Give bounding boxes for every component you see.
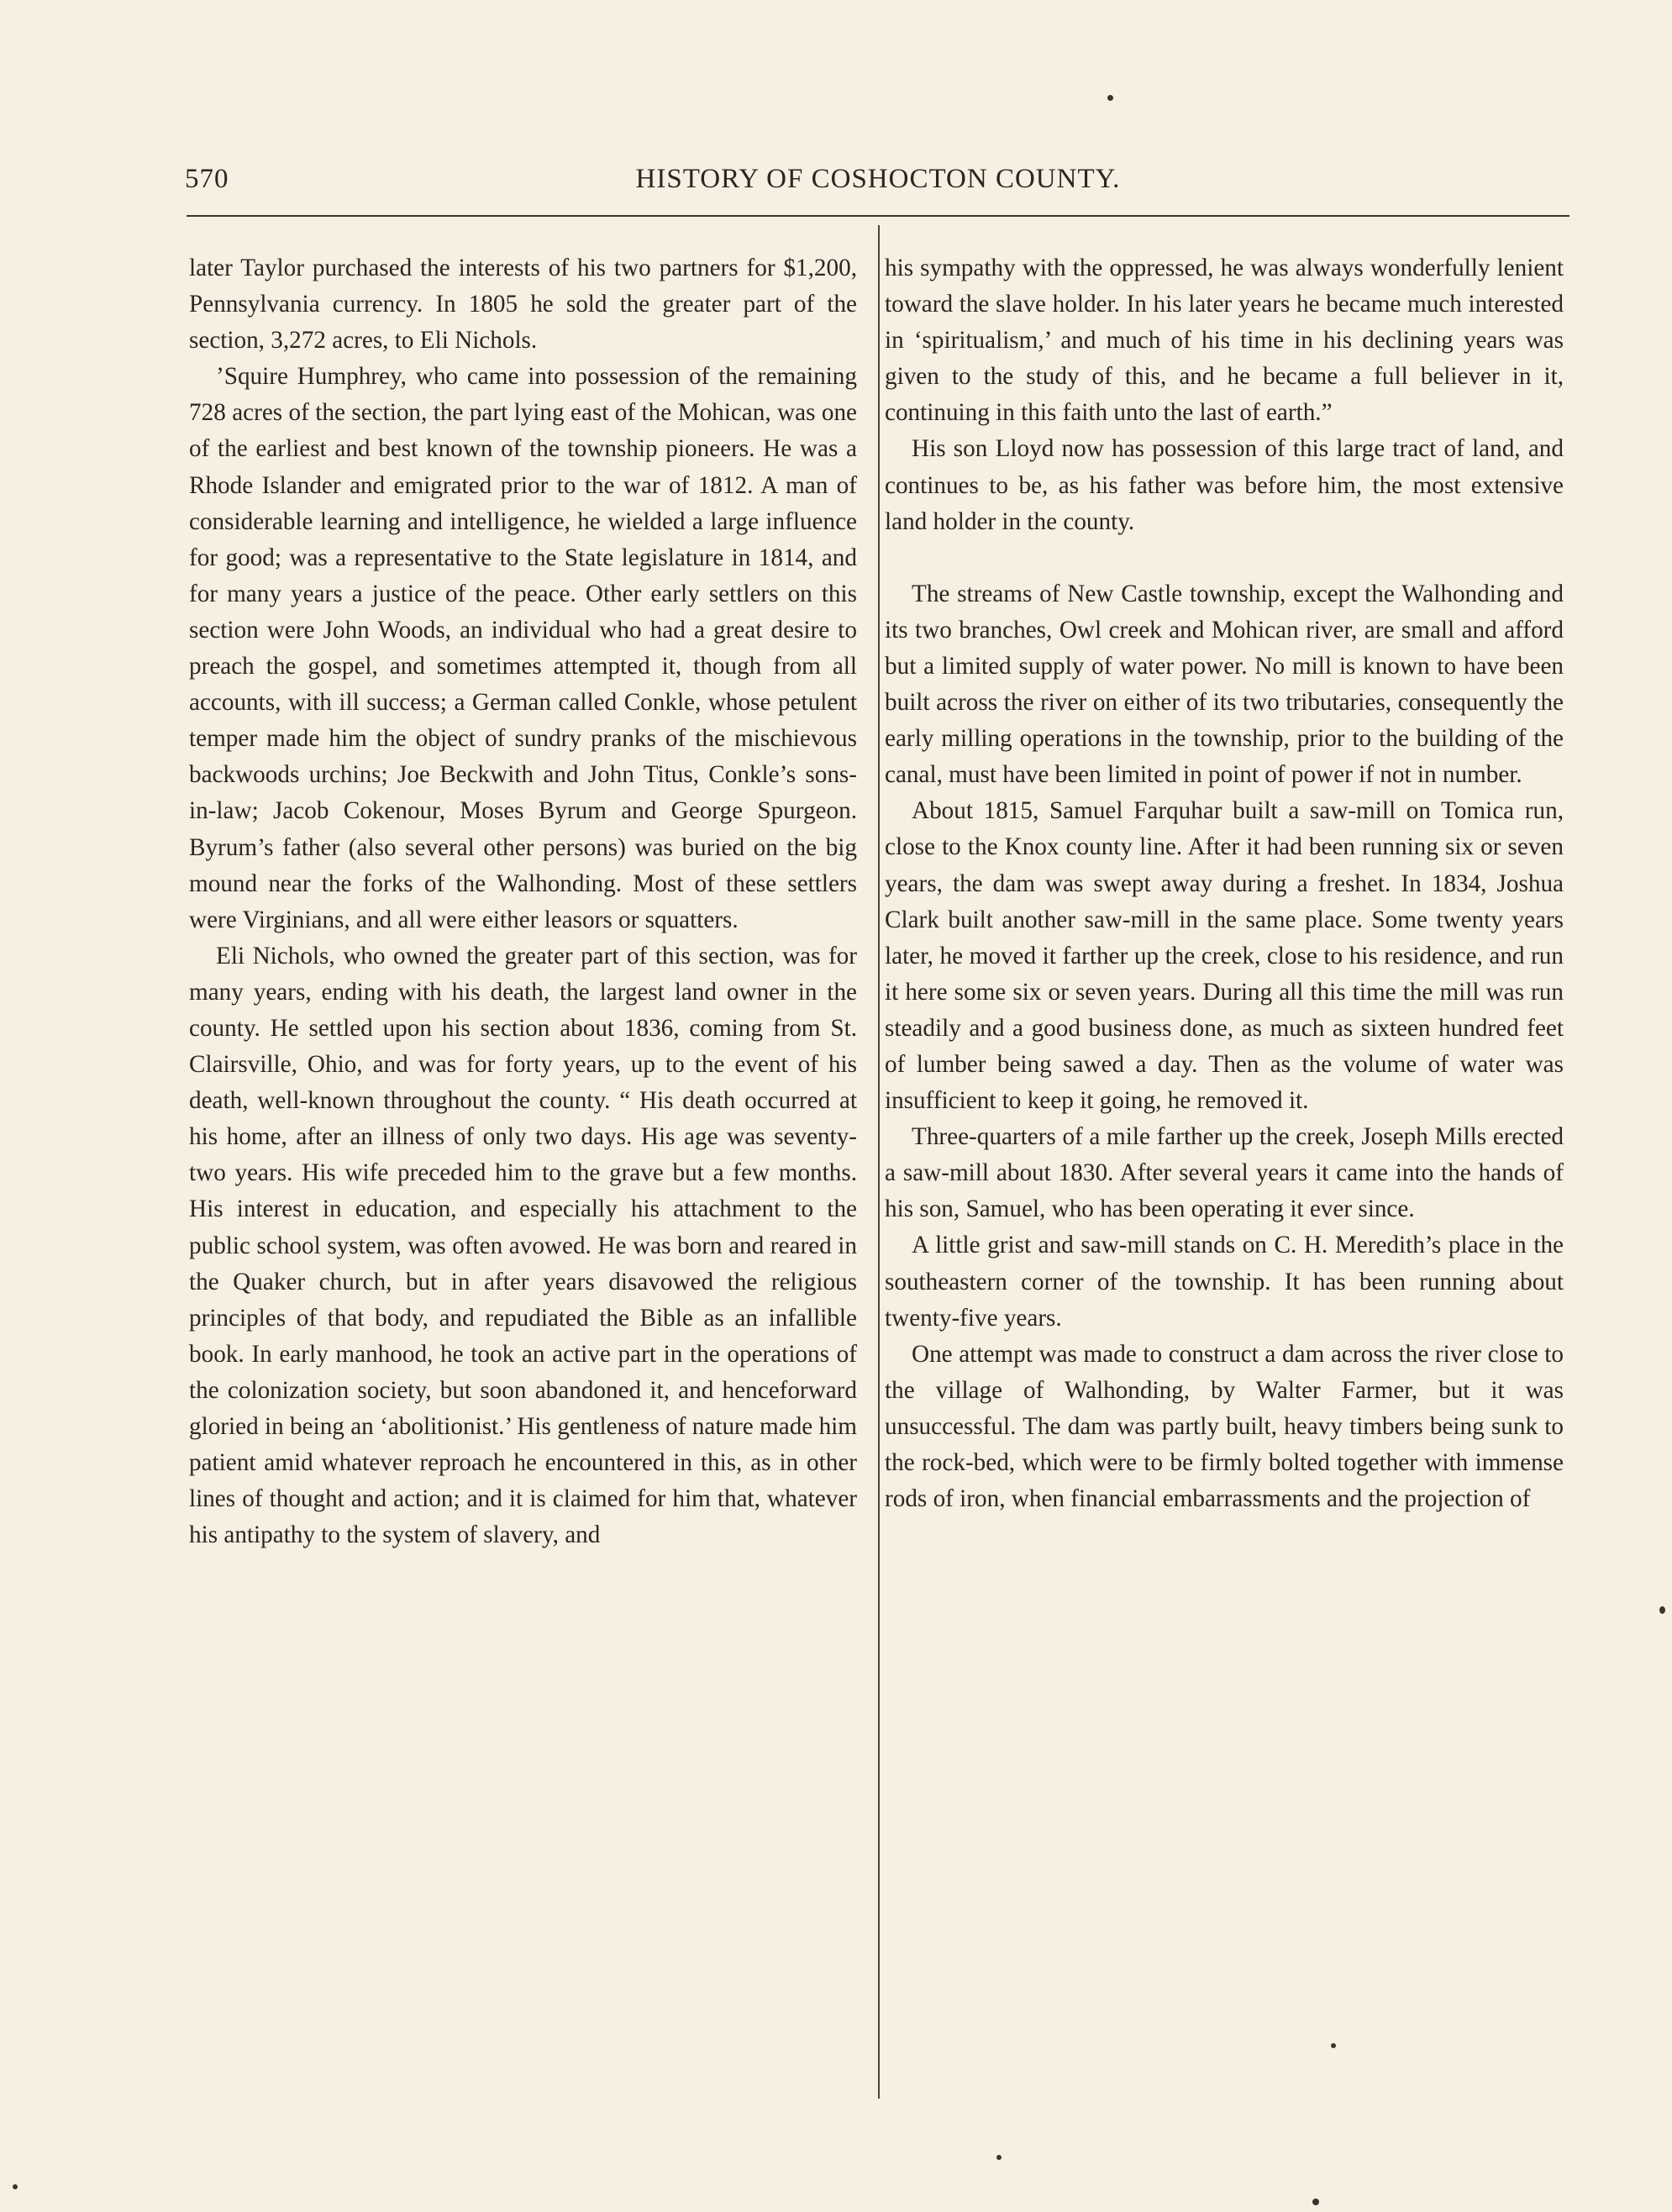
page-header <box>185 164 1571 206</box>
paragraph: His son Lloyd now has possession of this large tract of land, and continues to be, as his father was before him, the most extensive land holder in the county. <box>885 435 1564 535</box>
paragraph: ’Squire Humphrey, who came into possession of the remaining 728 acres of the section, the part lying east of the Mohican, was one of the earliest and best known of the township pioneers. He was a Rhode Islander and emigrated prior to the war of 1812. A man of considerable learning and intelligence, he wielded a large influence for good; was a representative to the State legislature in 1814, and for many years a justice of the peace. Other early settlers on this section were John Woods, an individual who had a great desire to preach the gospel, and sometimes attempted it, though from all accounts, with ill success; a German called Conkle, whose petulent temper made him the object of sundry pranks of the mischievous backwoods urchins; Joe Beckwith and John Titus, Conkle’s sons-in-law; Jacob Cokenour, Moses Byrum and George Spurgeon. Byrum’s father (also several other persons) was buried on the big mound near the forks of the Walhonding. Most of these settlers were Virginians, and all were either leasors or squatters. <box>189 363 857 933</box>
paragraph: The streams of New Castle township, except the Walhonding and its two branches, Owl creek and Mohican river, are small and afford but a limited supply of water power. No mill is known to have been built across the river on either of its two tributaries, consequently the early milling operations in the township, prior to the building of the canal, must have been limited in point of power if not in number. <box>885 580 1564 789</box>
print-speck <box>13 2184 18 2189</box>
running-head: HISTORY OF COSHOCTON COUNTY. <box>635 164 1121 194</box>
right-column <box>885 250 1564 1517</box>
column-divider <box>878 225 880 2099</box>
paragraph: Three-quarters of a mile farther up the creek, Joseph Mills erected a saw-mill about 1830. After several years it came into the hands of his son, Samuel, who has been operating it ever since. <box>885 1123 1564 1223</box>
print-speck <box>1107 95 1113 101</box>
page-number: 570 <box>185 164 229 194</box>
paragraph: One attempt was made to construct a dam across the river close to the village of Walhonding, by Walter Farmer, but it was unsuccessful. The dam was partly built, heavy timbers being sunk to the rock-bed, which were to be firmly bolted together with immense rods of iron, when financial embarrassments and the projection of <box>885 1340 1564 1513</box>
paragraph: later Taylor purchased the interests of his two partners for $1,200, Pennsylvania currency. In 1805 he sold the greater part of the section, 3,272 acres, to Eli Nichols. <box>189 255 857 355</box>
print-speck <box>1312 2199 1319 2205</box>
paragraph: About 1815, Samuel Farquhar built a saw-mill on Tomica run, close to the Knox county line. After it had been running six or seven years, the dam was swept away during a freshet. In 1834, Joshua Clark built another saw-mill in the same place. Some twenty years later, he moved it farther up the creek, close to his residence, and run it here some six or seven years. During all this time the mill was run steadily and a good business done, as much as sixteen hundred feet of lumber being sawed a day. Then as the volume of water was insufficient to keep it going, he removed it. <box>885 797 1564 1115</box>
paragraph: Eli Nichols, who owned the greater part of this section, was for many years, ending with his death, the largest land owner in the county. He settled upon his section about 1836, coming from St. Clairsville, Ohio, and was for forty years, up to the event of his death, well-known throughout the county. “ His death occurred at his home, after an illness of only two days. His age was seventy-two years. His wife preceded him to the grave but a few months. His interest in education, and especially his attachment to the public school system, was often avowed. He was born and reared in the Quaker church, but in after years disavowed the religious principles of that body, and repudiated the Bible as an infallible book. In early manhood, he took an active part in the operations of the colonization society, but soon abandoned it, and henceforward gloried in being an ‘abolitionist.’ His gentleness of nature made him patient amid whatever reproach he encountered in this, as in other lines of thought and action; and it is claimed for him that, whatever his antipathy to the system of slavery, and <box>189 942 857 1549</box>
header-rule <box>187 215 1569 217</box>
paragraph: A little grist and saw-mill stands on C. H. Meredith’s place in the southeastern corner of the township. It has been running about twenty-five years. <box>885 1232 1564 1332</box>
section-break <box>885 540 1564 576</box>
left-column <box>189 250 857 1553</box>
print-speck <box>996 2155 1002 2160</box>
print-speck <box>1659 1606 1665 1614</box>
paragraph: his sympathy with the oppressed, he was always wonderfully lenient toward the slave holder. In his later years he became much interested in ‘spiritualism,’ and much of his time in his declining years was given to the study of this, and he became a full believer in it, continuing in this faith unto the last of earth.” <box>885 255 1564 427</box>
print-speck <box>1331 2043 1336 2048</box>
